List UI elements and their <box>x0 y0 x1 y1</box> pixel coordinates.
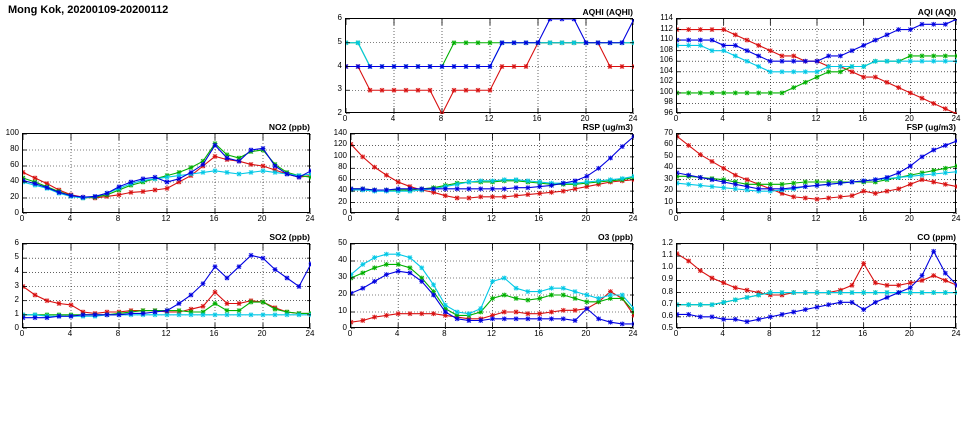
y-tick-label: 40 <box>338 185 347 195</box>
y-tick-label: 96 <box>664 108 673 117</box>
plot-area-aqi <box>676 18 956 113</box>
x-tick-label: 4 <box>720 329 725 338</box>
plot-canvas-fsp <box>677 134 957 214</box>
plot-canvas-o3 <box>351 244 634 329</box>
y-tick-label: 104 <box>659 65 673 75</box>
plot-canvas-co <box>677 244 957 329</box>
x-tick-label: 0 <box>342 114 348 123</box>
x-tick-label: 16 <box>858 114 868 123</box>
y-tick-label: 2 <box>337 108 342 117</box>
plot-area-rsp <box>350 133 633 213</box>
x-tick-label: 20 <box>904 214 914 223</box>
x-tick-label: 20 <box>904 329 914 338</box>
x-tick-label: 20 <box>257 329 267 338</box>
y-tick-label: 70 <box>664 128 673 137</box>
x-tick-label: 24 <box>305 214 315 223</box>
y-tick-label: 30 <box>338 272 347 281</box>
x-tick-label: 12 <box>484 114 494 123</box>
y-tick-label: 0.6 <box>661 310 673 320</box>
chart-title-co: CO (ppm) <box>917 232 956 242</box>
plot-area-so2 <box>22 243 310 328</box>
y-tick-label: 2 <box>14 294 19 304</box>
y-tick-label: 10 <box>338 306 347 315</box>
x-tick-label: 12 <box>161 329 171 338</box>
x-tick-label: 0 <box>673 329 679 338</box>
y-tick-label: 10 <box>664 196 673 206</box>
y-tick-label: 98 <box>664 97 673 107</box>
y-tick-label: 1.1 <box>661 250 673 260</box>
y-tick-label: 108 <box>659 44 673 54</box>
x-tick-label: 8 <box>442 329 447 338</box>
y-tick-label: 60 <box>10 160 19 169</box>
plot-area-no2 <box>22 133 310 213</box>
x-tick-label: 8 <box>115 329 121 338</box>
y-tick-label: 4 <box>337 60 342 70</box>
y-tick-label: 0.9 <box>661 274 673 284</box>
y-tick-label: 5 <box>14 252 19 262</box>
y-tick-label: 20 <box>338 289 347 298</box>
x-tick-label: 24 <box>628 329 638 338</box>
y-tick-label: 1.0 <box>661 262 673 272</box>
y-tick-label: 112 <box>660 23 673 33</box>
plot-canvas-aqi <box>677 19 957 114</box>
x-tick-label: 16 <box>858 214 868 223</box>
y-tick-label: 0 <box>342 323 347 332</box>
y-tick-label: 114 <box>660 13 673 22</box>
x-tick-label: 12 <box>487 214 496 223</box>
x-tick-label: 24 <box>951 214 961 223</box>
plot-canvas-aqhi <box>346 19 634 114</box>
x-tick-label: 4 <box>720 114 725 123</box>
y-tick-label: 4 <box>14 266 19 276</box>
y-tick-label: 20 <box>10 192 19 201</box>
y-tick-label: 80 <box>338 162 347 172</box>
chart-title-fsp: FSP (ug/m3) <box>906 122 956 132</box>
x-tick-label: 24 <box>628 114 638 123</box>
y-tick-label: 40 <box>10 176 19 185</box>
x-tick-label: 12 <box>161 214 171 223</box>
y-tick-label: 120 <box>333 139 347 149</box>
y-tick-label: 3 <box>14 280 19 290</box>
plot-canvas-so2 <box>23 244 311 329</box>
chart-title-aqi: AQI (AQI) <box>917 7 956 17</box>
x-tick-label: 20 <box>904 114 914 123</box>
x-tick-label: 16 <box>858 329 868 338</box>
plot-area-o3 <box>350 243 633 328</box>
x-tick-label: 16 <box>209 329 219 338</box>
page-title: Mong Kok, 20200109-20200112 <box>8 4 169 16</box>
x-tick-label: 4 <box>394 329 400 338</box>
x-tick-label: 8 <box>767 329 772 338</box>
y-tick-label: 100 <box>659 86 673 96</box>
y-tick-label: 60 <box>664 139 673 149</box>
y-tick-label: 6 <box>14 238 19 247</box>
x-tick-label: 12 <box>811 114 821 123</box>
x-tick-label: 0 <box>19 214 25 223</box>
x-tick-label: 4 <box>390 114 396 123</box>
y-tick-label: 0 <box>668 208 673 217</box>
chart-title-o3: O3 (ppb) <box>598 232 633 242</box>
y-tick-label: 1.2 <box>661 238 673 247</box>
y-tick-label: 0 <box>14 323 19 332</box>
y-tick-label: 140 <box>333 128 347 137</box>
y-tick-label: 80 <box>10 144 19 153</box>
x-tick-label: 0 <box>347 329 353 338</box>
y-tick-label: 0.8 <box>661 286 673 296</box>
plot-area-co <box>676 243 956 328</box>
x-tick-label: 8 <box>767 114 772 123</box>
y-tick-label: 3 <box>337 84 342 94</box>
x-tick-label: 20 <box>581 329 591 338</box>
chart-title-aqhi: AQHI (AQHI) <box>582 7 633 17</box>
x-tick-label: 0 <box>19 329 25 338</box>
x-tick-label: 24 <box>951 114 961 123</box>
chart-title-no2: NO2 (ppb) <box>268 122 310 132</box>
x-tick-label: 0 <box>347 214 353 223</box>
x-tick-label: 4 <box>394 214 400 223</box>
y-tick-label: 20 <box>338 196 347 206</box>
x-tick-label: 20 <box>581 214 591 223</box>
x-tick-label: 24 <box>305 329 315 338</box>
x-tick-label: 4 <box>67 329 73 338</box>
y-tick-label: 0 <box>342 208 347 217</box>
x-tick-label: 8 <box>442 214 447 223</box>
y-tick-label: 100 <box>333 150 347 160</box>
plot-area-aqhi <box>345 18 633 113</box>
y-tick-label: 106 <box>659 55 673 65</box>
plot-area-fsp <box>676 133 956 213</box>
chart-title-so2: SO2 (ppb) <box>269 232 310 242</box>
x-tick-label: 12 <box>811 329 821 338</box>
y-tick-label: 1 <box>14 308 19 318</box>
y-tick-label: 50 <box>338 238 347 247</box>
x-tick-label: 12 <box>487 329 496 338</box>
x-tick-label: 0 <box>673 114 679 123</box>
y-tick-label: 6 <box>337 13 342 22</box>
y-tick-label: 0.5 <box>661 323 673 332</box>
x-tick-label: 20 <box>257 214 267 223</box>
x-tick-label: 4 <box>720 214 725 223</box>
x-tick-label: 8 <box>767 214 772 223</box>
x-tick-label: 16 <box>532 114 542 123</box>
y-tick-label: 0.7 <box>661 298 673 308</box>
x-tick-label: 8 <box>115 214 121 223</box>
y-tick-label: 102 <box>659 76 673 86</box>
x-tick-label: 0 <box>673 214 679 223</box>
x-tick-label: 4 <box>67 214 73 223</box>
x-tick-label: 16 <box>534 214 544 223</box>
y-tick-label: 20 <box>664 185 673 195</box>
x-tick-label: 12 <box>811 214 821 223</box>
chart-title-rsp: RSP (ug/m3) <box>582 122 633 132</box>
y-tick-label: 100 <box>5 128 19 137</box>
x-tick-label: 16 <box>534 329 544 338</box>
x-tick-label: 24 <box>628 214 638 223</box>
x-tick-label: 24 <box>951 329 961 338</box>
plot-canvas-no2 <box>23 134 311 214</box>
x-tick-label: 8 <box>438 114 444 123</box>
y-tick-label: 40 <box>338 255 347 264</box>
y-tick-label: 30 <box>664 173 673 183</box>
plot-canvas-rsp <box>351 134 634 214</box>
y-tick-label: 40 <box>664 162 673 172</box>
y-tick-label: 60 <box>338 173 347 183</box>
y-tick-label: 110 <box>660 34 673 44</box>
x-tick-label: 16 <box>209 214 219 223</box>
y-tick-label: 50 <box>664 150 673 160</box>
y-tick-label: 5 <box>337 36 342 46</box>
y-tick-label: 0 <box>14 208 19 217</box>
x-tick-label: 20 <box>580 114 590 123</box>
